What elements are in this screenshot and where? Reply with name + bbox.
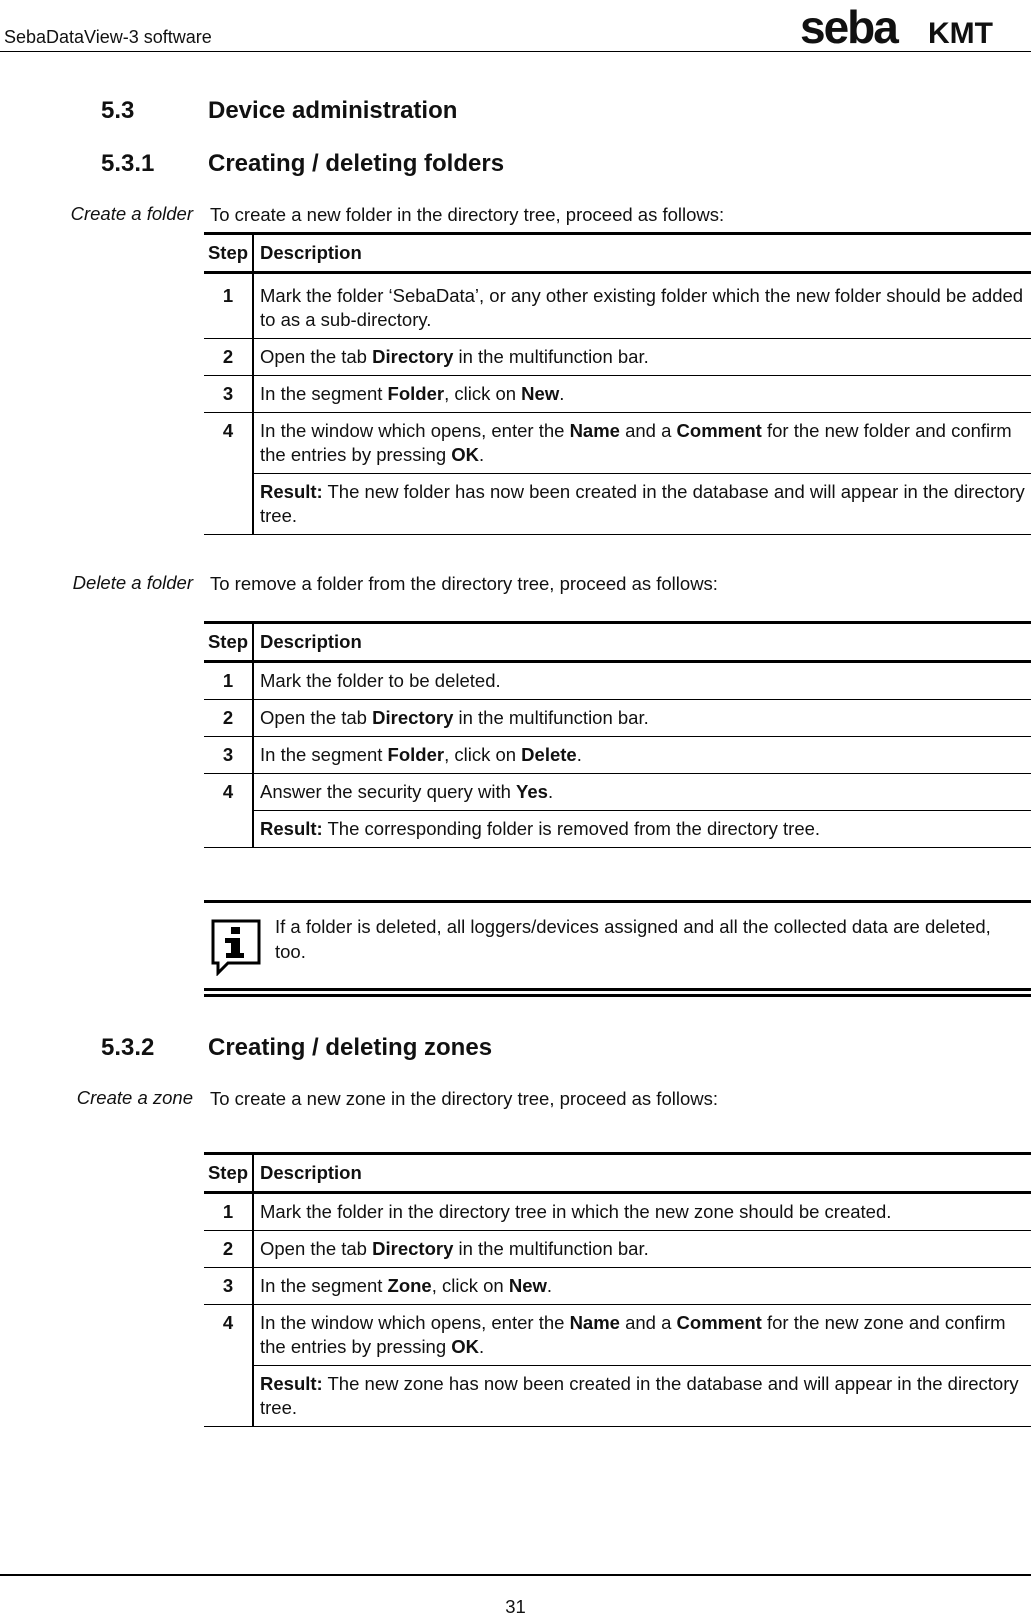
- table-row-result: [204, 1366, 1031, 1427]
- table-header-row: [204, 623, 1031, 662]
- column-header-description: Description: [260, 1162, 362, 1183]
- logo-text-seba: seba: [800, 5, 897, 49]
- steps-table-delete-folder: [204, 621, 1031, 848]
- table-row: [204, 700, 1031, 737]
- intro-delete-folder: To remove a folder from the directory tree, proceed as follows:: [210, 573, 718, 594]
- section-title: Device administration: [208, 97, 458, 124]
- step-number: 1: [204, 662, 253, 700]
- step-number: 1: [204, 273, 253, 339]
- document-header-title: SebaDataView-3 software: [4, 27, 212, 47]
- step-number: 4: [222, 1312, 234, 1333]
- table-row-result: [204, 811, 1031, 848]
- margin-label-create-zone: Create a zone: [76, 1087, 193, 1108]
- step-description: Open the tab Directory in the multifunction bar.: [253, 339, 1031, 376]
- table-row: [204, 1268, 1031, 1305]
- subsection-number: 5.3.1: [101, 150, 155, 177]
- step-description: In the segment Zone, click on New.: [253, 1268, 1031, 1305]
- note-top-rule: [204, 900, 1031, 903]
- sebakmt-logo: [800, 5, 1026, 49]
- step-description: In the window which opens, enter the Name and a Comment for the new zone and confirm the entries by pressing OK.: [253, 1305, 1031, 1366]
- table-header-row: [204, 1154, 1031, 1193]
- table-row: [204, 413, 1031, 474]
- table-row: [204, 737, 1031, 774]
- step-result: Result: The corresponding folder is removed from the directory tree.: [253, 811, 1031, 848]
- info-note: [204, 900, 1031, 996]
- column-header-description: Description: [260, 631, 362, 652]
- step-description: Answer the security query with Yes.: [253, 774, 1031, 811]
- subsection-number: 5.3.2: [101, 1034, 155, 1061]
- table-header-row: [204, 234, 1031, 273]
- note-bottom-rule-double: [204, 994, 1031, 997]
- intro-create-zone: To create a new zone in the directory tree, proceed as follows:: [210, 1088, 718, 1109]
- step-number: 4: [222, 420, 234, 441]
- note-text: If a folder is deleted, all loggers/devices assigned and all the collected data are deleted, too.: [275, 916, 991, 962]
- intro-create-folder: To create a new folder in the directory tree, proceed as follows:: [210, 204, 725, 225]
- margin-label-create-folder: Create a folder: [70, 203, 193, 224]
- step-number: 1: [204, 1193, 253, 1231]
- step-description: Open the tab Directory in the multifunction bar.: [253, 1231, 1031, 1268]
- step-result: Result: The new zone has now been created in the database and will appear in the directory tree.: [253, 1366, 1031, 1427]
- steps-table-create-zone: [204, 1152, 1031, 1427]
- step-number: 2: [204, 700, 253, 737]
- step-description: In the segment Folder, click on Delete.: [253, 737, 1031, 774]
- table-row: [204, 339, 1031, 376]
- step-description: Mark the folder to be deleted.: [253, 662, 1031, 700]
- step-number: 3: [204, 1268, 253, 1305]
- table-row-result: [204, 474, 1031, 535]
- steps-table-create-folder: [204, 232, 1031, 535]
- step-description: In the window which opens, enter the Name and a Comment for the new folder and confirm the entries by pressing OK.: [253, 413, 1031, 474]
- step-description: Mark the folder ‘SebaData’, or any other existing folder which the new folder should be added to as a sub-directory.: [253, 273, 1031, 339]
- table-row: [204, 273, 1031, 339]
- step-description: Open the tab Directory in the multifunction bar.: [253, 700, 1031, 737]
- column-header-step: Step: [204, 623, 253, 662]
- table-row: [204, 662, 1031, 700]
- column-header-step: Step: [204, 1154, 253, 1193]
- table-row: [204, 774, 1031, 811]
- section-number: 5.3: [101, 97, 135, 124]
- column-header-step: Step: [204, 234, 253, 273]
- step-description: Mark the folder in the directory tree in which the new zone should be created.: [253, 1193, 1031, 1231]
- step-description: In the segment Folder, click on New.: [253, 376, 1031, 413]
- step-number: 4: [222, 781, 234, 802]
- table-row: [204, 1231, 1031, 1268]
- table-row: [204, 1193, 1031, 1231]
- subsection-title: Creating / deleting zones: [208, 1034, 493, 1061]
- footer-divider: [0, 1574, 1031, 1576]
- info-icon: [210, 918, 262, 976]
- step-number: 3: [204, 376, 253, 413]
- table-row: [204, 376, 1031, 413]
- note-bottom-rule: [204, 988, 1031, 991]
- step-number: 2: [204, 339, 253, 376]
- page-number: 31: [505, 1596, 526, 1617]
- header-divider: [0, 51, 1031, 52]
- margin-label-delete-folder: Delete a folder: [72, 572, 193, 593]
- column-header-description: Description: [260, 242, 362, 263]
- step-number: 3: [204, 737, 253, 774]
- step-number: 2: [204, 1231, 253, 1268]
- table-row: [204, 1305, 1031, 1366]
- step-result: Result: The new folder has now been created in the database and will appear in the directory tree.: [253, 474, 1031, 535]
- logo-text-kmt: KMT: [928, 17, 993, 49]
- subsection-title: Creating / deleting folders: [208, 150, 505, 177]
